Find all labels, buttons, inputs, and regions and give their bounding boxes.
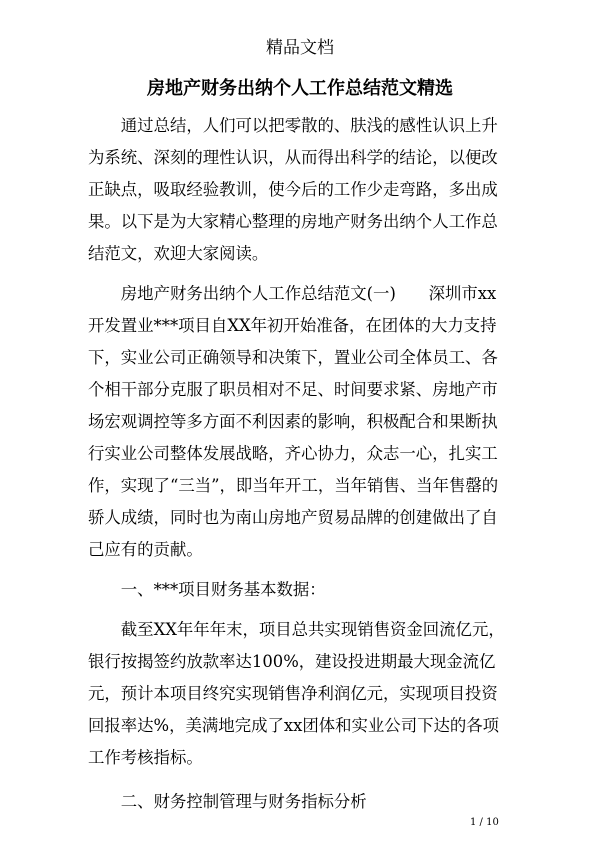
document-title: 房地产财务出纳个人工作总结范文精选 <box>147 78 453 99</box>
section-heading-one: 一、***项目财务基本数据： <box>120 580 326 599</box>
paragraph-intro: 通过总结，人们可以把零散的、肤浅的感性认识上升为系统、深刻的理性认识，从而得出科学的结论，以便改正缺点，吸取经验教训，使今后的工作少走弯路，多出成果。以下是为大家精心整理的房地产财务出纳个人工作总结范文，欢迎大家阅读。 <box>88 116 498 263</box>
section-heading-two: 二、财务控制管理与财务指标分析 <box>120 792 367 811</box>
paragraph-sample-one: 房地产财务出纳个人工作总结范文(一) 深圳市xx开发置业***项目自XX年初开始准备，在团体的大力支持下，实业公司正确领导和决策下，置业公司全体员工、各个相干部分克服了职员相对不足、时间要求紧、房地产市场宏观调控等多方面不利因素的影响，积极配合和果断执行实业公司整体发展战略，齐心协力，众志一心，扎实工作，实现了“三当”，即当年开工，当年销售、当年售罄的骄人成绩，同时也为南山房地产贸易品牌的创建做出了自己应有的贡献。 <box>88 284 499 559</box>
page-header: 精品文档 <box>266 38 334 58</box>
paragraph-financial-data: 截至XX年年年末，项目总共实现销售资金回流亿元，银行按揭签约放款率达100%，建设投进期最大现金流亿元，预计本项目终究实现销售净利润亿元，实现项目投资回报率达%，美满地完成了xx团体和实业公司下达的各项工作考核指标。 <box>88 620 505 767</box>
page-number: 1 / 10 <box>470 817 499 828</box>
document-body <box>88 110 512 818</box>
